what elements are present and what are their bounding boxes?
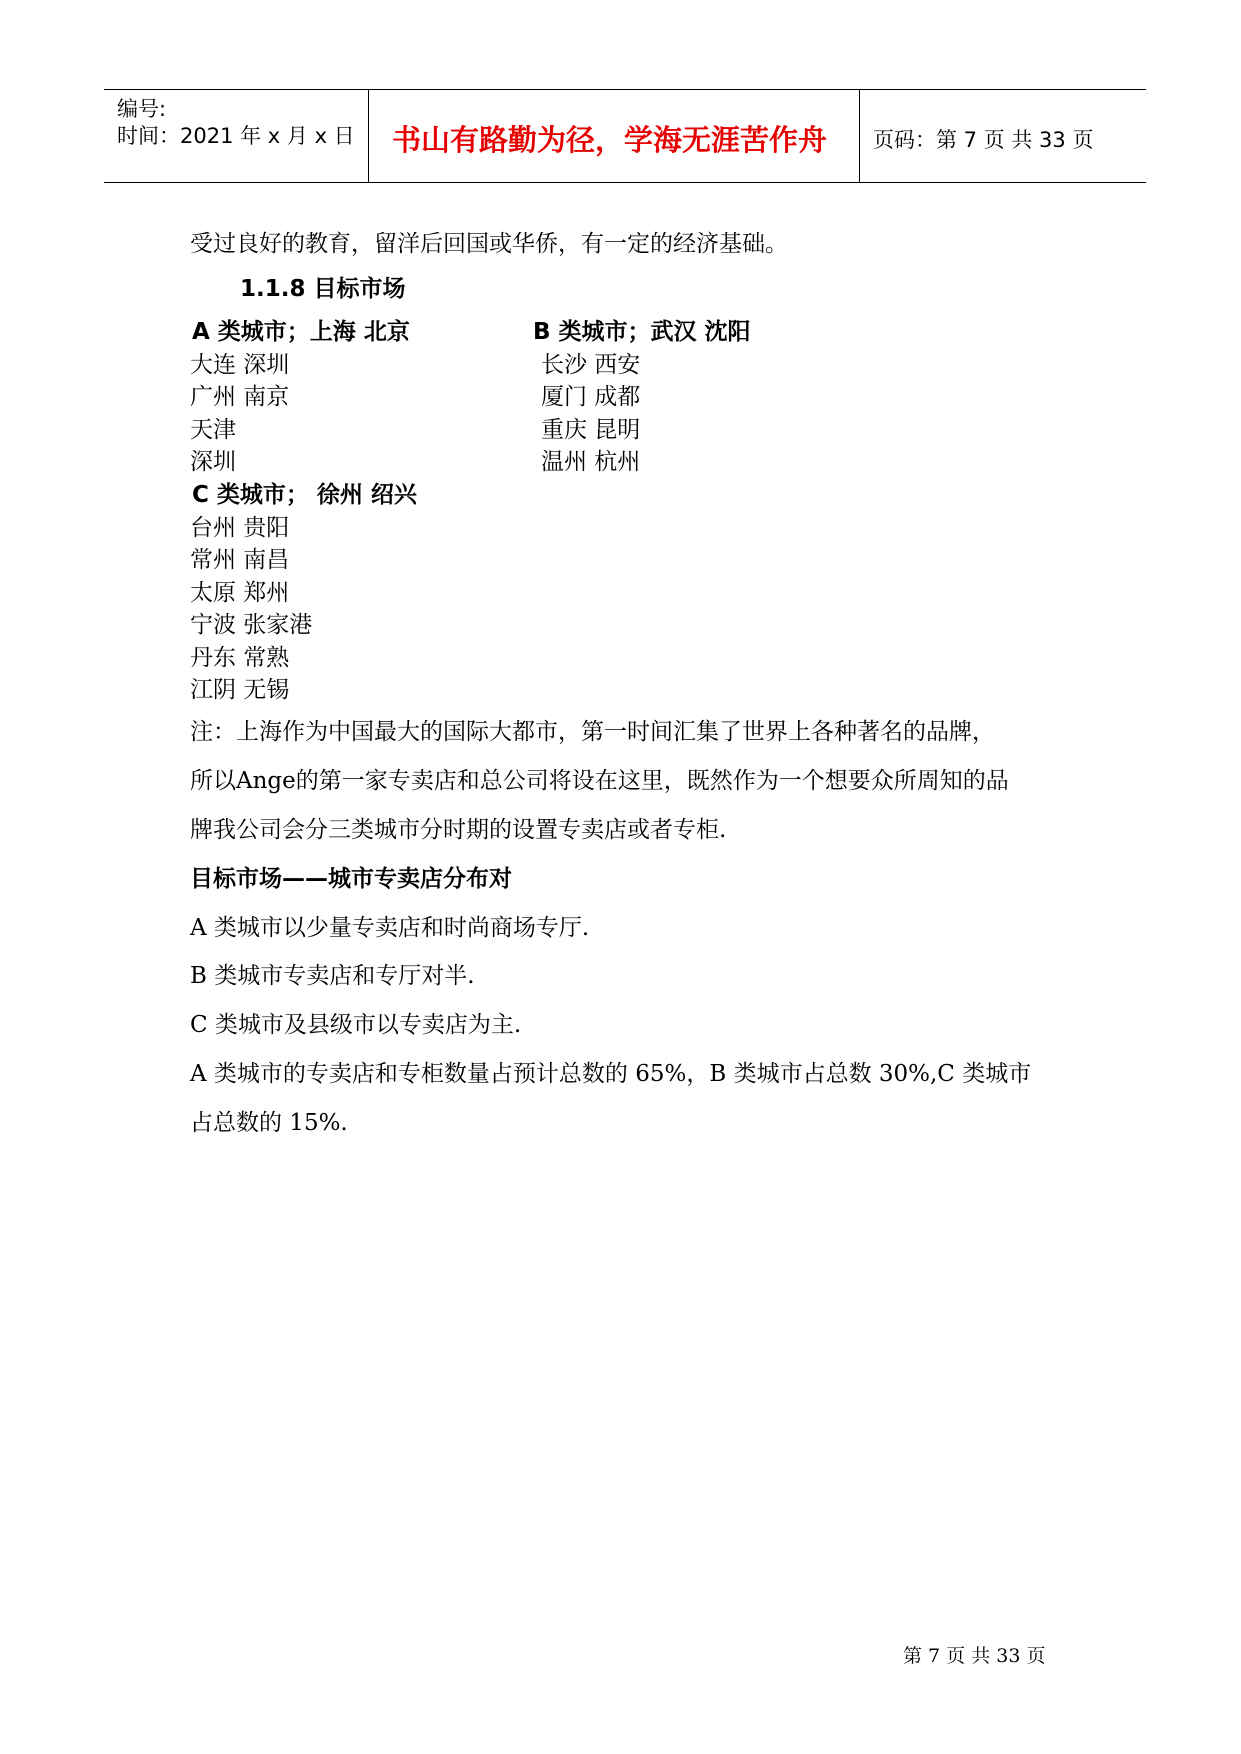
header-bottom-border xyxy=(104,182,1146,183)
distribution-line: B 类城市专卖店和专厅对半. xyxy=(190,963,475,989)
class-b-row: 长沙 西安 xyxy=(541,352,641,378)
distribution-line: C 类城市及县级市以专卖店为主. xyxy=(190,1012,522,1038)
page-number-label: 页码：第 7 页 共 33 页 xyxy=(873,128,1094,152)
class-c-row: 江阴 无锡 xyxy=(190,677,290,703)
class-c-row: 丹东 常熟 xyxy=(190,645,290,671)
header-top-border xyxy=(104,89,1146,90)
distribution-heading: 目标市场——城市专卖店分布对 xyxy=(190,866,512,892)
class-c-row: 宁波 张家港 xyxy=(190,612,313,638)
note-line: 注：上海作为中国最大的国际大都市，第一时间汇集了世界上各种著名的品牌， xyxy=(190,719,995,745)
distribution-line: 占总数的 15%. xyxy=(190,1110,348,1136)
class-c-row: 太原 郑州 xyxy=(190,580,290,606)
class-a-row: 天津 xyxy=(190,417,236,443)
time-label: 时间：2021 年 x 月 x 日 xyxy=(117,124,355,148)
class-a-heading: A 类城市；上海 北京 xyxy=(192,319,410,345)
section-heading: 1.1.8 目标市场 xyxy=(240,276,406,302)
class-c-heading: C 类城市； 徐州 绍兴 xyxy=(192,482,417,508)
distribution-line: A 类城市以少量专卖店和时尚商场专厅. xyxy=(190,915,590,941)
class-c-row: 常州 南昌 xyxy=(190,547,290,573)
page-footer: 第 7 页 共 33 页 xyxy=(903,1645,1046,1667)
class-b-heading: B 类城市；武汉 沈阳 xyxy=(533,319,751,345)
class-b-row: 厦门 成都 xyxy=(541,384,641,410)
distribution-line: A 类城市的专卖店和专柜数量占预计总数的 65%，B 类城市占总数 30%,C 类城市 xyxy=(190,1061,1032,1087)
class-a-row: 广州 南京 xyxy=(190,384,290,410)
intro-line: 受过良好的教育，留洋后回国或华侨，有一定的经济基础。 xyxy=(190,231,788,257)
class-b-row: 重庆 昆明 xyxy=(541,417,641,443)
class-a-row: 大连 深圳 xyxy=(190,352,290,378)
header-motto: 书山有路勤为径，学海无涯苦作舟 xyxy=(392,123,828,157)
header-divider-right xyxy=(859,89,860,183)
class-b-row: 温州 杭州 xyxy=(541,449,641,475)
class-a-row: 深圳 xyxy=(190,449,236,475)
header-divider-left xyxy=(368,89,369,183)
note-line: 牌我公司会分三类城市分时期的设置专卖店或者专柜. xyxy=(190,817,727,843)
note-line: 所以Ange的第一家专卖店和总公司将设在这里，既然作为一个想要众所周知的品 xyxy=(190,768,1009,794)
class-c-row: 台州 贵阳 xyxy=(190,515,290,541)
serial-label: 编号: xyxy=(117,97,167,121)
